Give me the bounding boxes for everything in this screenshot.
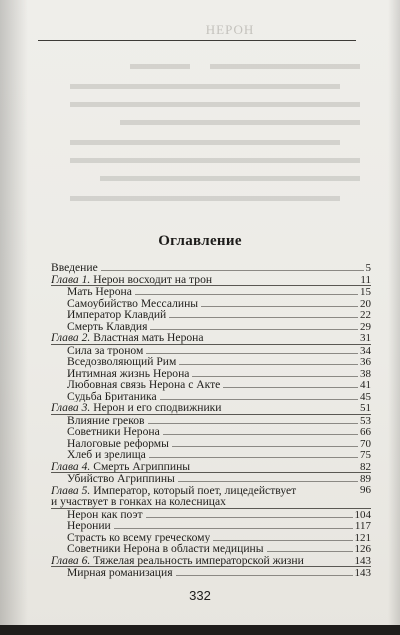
toc-entry-title: Судьба Британика <box>67 390 157 402</box>
chapter-label: Глава 3. <box>51 402 91 414</box>
toc-entry-page: 45 <box>360 390 371 403</box>
toc-entry-title: Налоговые реформы <box>67 437 169 449</box>
leader-line <box>213 540 352 541</box>
table-of-contents <box>51 262 371 579</box>
toc-section[interactable] <box>51 379 371 391</box>
leader-line <box>201 306 358 307</box>
toc-section[interactable] <box>51 286 371 298</box>
leader-line <box>163 434 358 435</box>
toc-entry-title: Хлеб и зрелища <box>67 449 146 461</box>
toc-section[interactable] <box>51 345 371 357</box>
toc-heading: Оглавление <box>158 233 242 249</box>
toc-section[interactable] <box>51 532 371 544</box>
leader-line <box>149 457 358 458</box>
toc-section[interactable] <box>51 368 371 380</box>
page-edge-shadow <box>388 0 400 635</box>
toc-section[interactable] <box>51 356 371 368</box>
bleed-through-lines <box>60 58 360 208</box>
toc-entry-page: 34 <box>360 344 371 357</box>
leader-line <box>135 294 358 295</box>
toc-chapter-5[interactable] <box>51 485 371 509</box>
chapter-title: Тяжелая реальность императорской жизни <box>93 554 304 566</box>
toc-entry-page: 22 <box>360 309 371 321</box>
toc-entry-intro[interactable] <box>51 262 371 274</box>
leader-line <box>101 270 364 271</box>
toc-chapter-2[interactable] <box>51 332 371 345</box>
toc-section[interactable] <box>51 520 371 532</box>
spine-shadow <box>0 0 28 635</box>
toc-entry-title: Смерть Клавдия <box>67 320 148 332</box>
toc-chapter-4[interactable] <box>51 461 371 474</box>
toc-entry-page: 82 <box>360 460 371 473</box>
chapter-label: Глава 1. <box>51 273 91 285</box>
toc-chapter-1[interactable] <box>51 274 371 287</box>
toc-section[interactable] <box>51 309 371 321</box>
toc-entry-title: Влияние греков <box>67 414 145 426</box>
toc-entry-page: 89 <box>360 473 371 485</box>
toc-entry-title: Убийство Агриппины <box>67 473 175 485</box>
leader-line <box>176 575 353 576</box>
toc-entry-page: 96 <box>360 483 371 496</box>
chapter-title-line-2: и участвует в гонках на колесницах <box>51 495 226 508</box>
toc-entry-title: Советники Нерона в области медицины <box>67 543 264 555</box>
leader-line <box>169 317 358 318</box>
leader-line <box>267 551 353 552</box>
toc-entry-title: Страсть ко всему греческому <box>67 531 211 543</box>
leader-line <box>150 329 358 330</box>
toc-chapter-3[interactable] <box>51 402 371 415</box>
toc-section[interactable] <box>51 321 371 333</box>
toc-entry-page: 11 <box>360 273 371 286</box>
toc-section[interactable] <box>51 567 371 579</box>
toc-entry-page: 29 <box>360 320 371 333</box>
toc-section[interactable] <box>51 391 371 403</box>
leader-line <box>160 399 358 400</box>
running-head: НЕРОН <box>205 22 255 37</box>
leader-line <box>146 517 353 518</box>
chapter-label: Глава 6. <box>51 554 91 566</box>
toc-entry-page: 66 <box>360 426 371 438</box>
leader-line <box>146 353 358 354</box>
toc-entry-page: 38 <box>360 367 371 380</box>
toc-entry-page: 70 <box>360 437 371 450</box>
chapter-title-line-1: Император, который поет, лицедействует <box>93 483 297 497</box>
toc-entry-page: 41 <box>360 379 371 391</box>
chapter-title: Нерон восходит на трон <box>93 273 213 285</box>
toc-section[interactable] <box>51 438 371 450</box>
toc-section[interactable] <box>51 509 371 521</box>
toc-entry-page: 15 <box>360 286 371 298</box>
chapter-title: Нерон и его сподвижники <box>93 402 222 414</box>
toc-entry-page: 143 <box>354 554 371 567</box>
toc-entry-page: 20 <box>360 297 371 310</box>
toc-section[interactable] <box>51 298 371 310</box>
toc-entry-title: Вседозволяющий Рим <box>67 356 177 368</box>
leader-line <box>178 481 358 482</box>
toc-entry-page: 104 <box>354 508 371 521</box>
leader-line <box>179 364 358 365</box>
toc-entry-title: Самоубийство Мессалины <box>67 297 199 309</box>
toc-entry-title: Мирная романизация <box>67 567 173 579</box>
chapter-title: Властная мать Нерона <box>93 332 204 344</box>
toc-section[interactable] <box>51 543 371 555</box>
chapter-label: Глава 4. <box>51 460 91 472</box>
chapter-title: Смерть Агриппины <box>93 460 191 472</box>
toc-entry-page: 143 <box>354 567 371 579</box>
toc-entry-page: 51 <box>360 402 371 414</box>
toc-entry-title: Любовная связь Нерона с Акте <box>67 379 221 391</box>
chapter-label: Глава 5. <box>51 483 91 497</box>
toc-entry-page: 117 <box>354 520 371 532</box>
leader-line <box>223 387 358 388</box>
toc-entry-page: 31 <box>360 332 371 344</box>
toc-entry-page: 75 <box>360 449 371 461</box>
leader-line <box>148 423 358 424</box>
toc-entry-page: 5 <box>365 262 371 274</box>
header-rule <box>38 40 356 41</box>
toc-entry-title: Сила за троном <box>67 344 144 356</box>
toc-entry-title: Неронии <box>67 520 111 532</box>
leader-line <box>192 376 358 377</box>
background-edge <box>0 625 400 635</box>
toc-section[interactable] <box>51 426 371 438</box>
toc-section[interactable] <box>51 449 371 461</box>
toc-entry-title: Император Клавдий <box>67 309 167 321</box>
toc-entry-page: 53 <box>360 414 371 427</box>
toc-entry-page: 126 <box>354 543 371 555</box>
toc-entry-title: Советники Нерона <box>67 426 160 438</box>
leader-line <box>172 446 358 447</box>
page-number: 332 <box>189 588 211 603</box>
leader-line <box>114 528 353 529</box>
toc-entry-title: Интимная жизнь Нерона <box>67 367 190 379</box>
toc-entry-page: 121 <box>354 531 371 544</box>
toc-entry-page: 36 <box>360 356 371 368</box>
bleed-through-texture <box>60 58 360 213</box>
toc-entry-title: Введение <box>51 262 98 274</box>
toc-section[interactable] <box>51 415 371 427</box>
toc-chapter-6[interactable] <box>51 555 371 568</box>
toc-entry-title: Нерон как поэт <box>67 508 143 520</box>
toc-entry-title: Мать Нерона <box>67 286 132 298</box>
chapter-label: Глава 2. <box>51 332 91 344</box>
